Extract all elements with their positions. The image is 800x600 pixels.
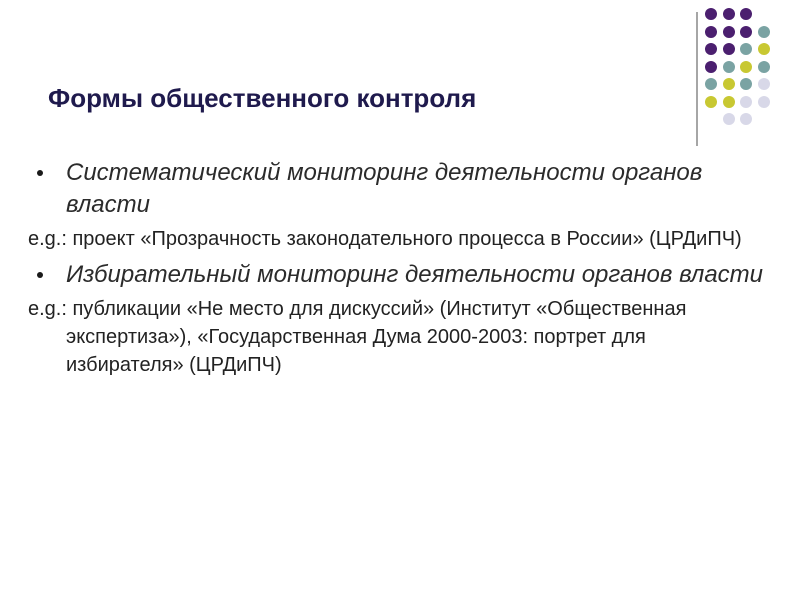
decorative-dot: [723, 113, 735, 125]
bullet-text: Избирательный мониторинг деятельности органов власти: [66, 261, 764, 288]
decorative-dot: [740, 26, 752, 38]
slide-title: Формы общественного контроля: [48, 83, 477, 113]
decorative-dot: [723, 43, 735, 55]
decorative-dot: [758, 43, 770, 55]
decorative-dot: [740, 96, 752, 108]
example-note-transparency-project: e.g.: проект «Прозрачность законодательного процесса в России» (ЦРДиПЧ): [28, 228, 742, 250]
decorative-dot: [705, 26, 717, 38]
example-note-publications: e.g.: публикации «Не место для дискуссий» (Институт «Общественная экспертиза»), «Государственная Дума 2000-2003: портрет для избирателя» (ЦРДиПЧ): [28, 298, 687, 376]
decorative-divider-line: [696, 12, 698, 146]
decorative-dot: [758, 96, 770, 108]
decorative-dot: [723, 26, 735, 38]
decorative-dot: [723, 78, 735, 90]
bullet-dot-icon: [37, 272, 43, 278]
decorative-dot: [705, 96, 717, 108]
decorative-dot: [740, 43, 752, 55]
decorative-dot: [723, 96, 735, 108]
decorative-dot: [705, 61, 717, 73]
bullet-item-selective-monitoring: [28, 259, 768, 291]
bullet-item-systematic-monitoring: [28, 157, 768, 221]
decorative-dot: [758, 78, 770, 90]
decorative-dot: [723, 8, 735, 20]
decorative-dot: [705, 8, 717, 20]
decorative-dot: [758, 61, 770, 73]
decorative-dot: [723, 61, 735, 73]
bullet-text: Систематический мониторинг деятельности органов власти: [66, 159, 703, 218]
decorative-dot: [758, 26, 770, 38]
decorative-dot: [740, 113, 752, 125]
decorative-dot: [705, 43, 717, 55]
slide-content: [28, 157, 768, 379]
decorative-dot: [740, 61, 752, 73]
bullet-dot-icon: [37, 170, 43, 176]
decorative-dot: [705, 78, 717, 90]
decorative-dot: [740, 8, 752, 20]
decorative-dot-grid: [705, 8, 795, 128]
decorative-dot: [740, 78, 752, 90]
